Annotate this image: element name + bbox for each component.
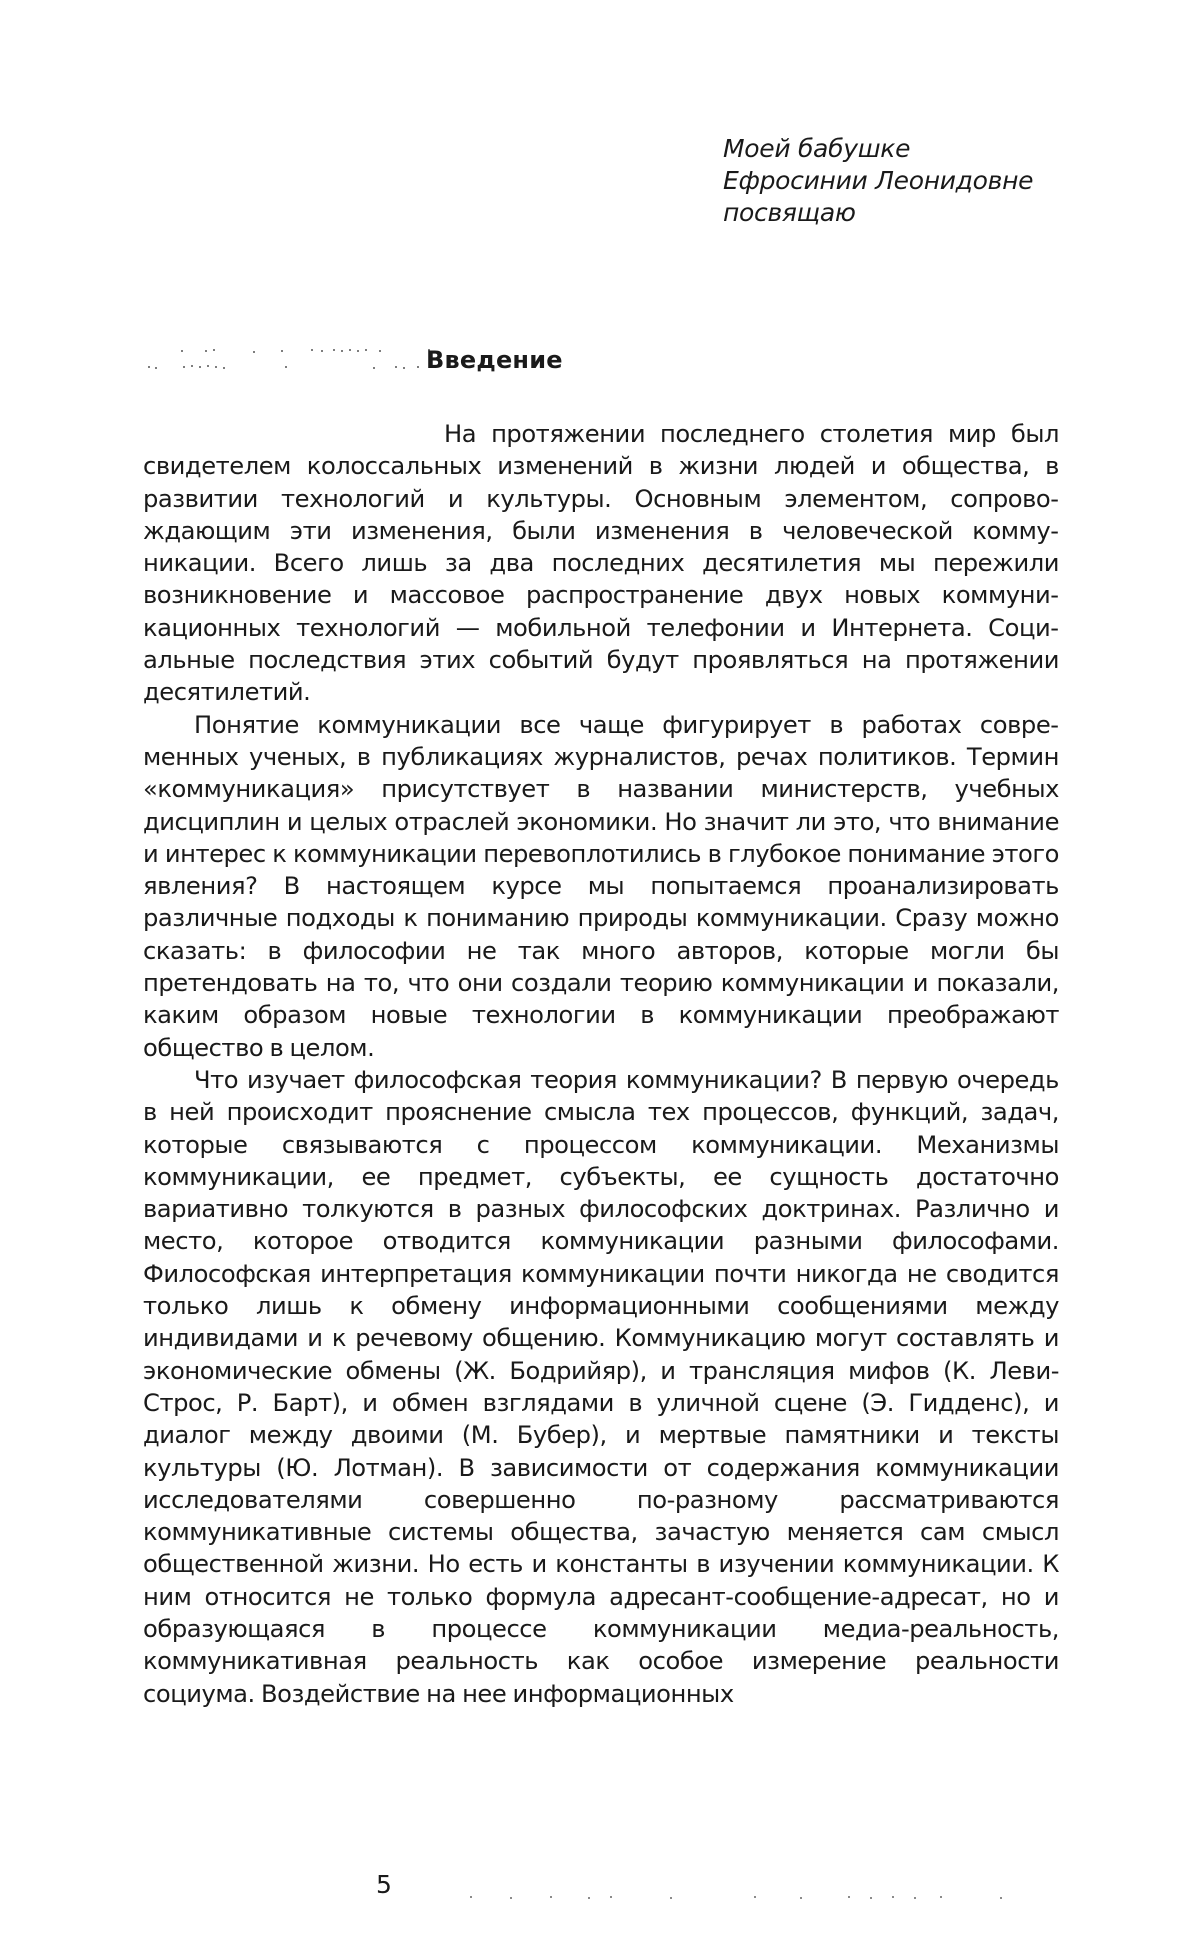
dedication-line: Моей бабушке xyxy=(723,134,911,163)
section-heading-row xyxy=(143,344,663,384)
page-footer xyxy=(370,1870,1070,1910)
page-number: 5 xyxy=(376,1870,392,1899)
body-text xyxy=(143,418,1059,1710)
paragraph: Понятие коммуникации все чаще фигурирует в работах современных ученых, в публикациях журналистов, речах политиков. Термин «коммуникация» присутствует в названии министерств, учебных дисциплин и целых отраслей экономики. Но значит ли это, что внимание и интерес к коммуникации перевоплотились в глубокое понимание этого явления? В настоящем курсе мы попытаемся проанализировать различные подходы к пониманию природы коммуникации. Сразу можно сказать: в философии не так много авторов, которые могли бы претендовать на то, что они создали теорию коммуникации и показали, каким образом новые технологии в коммуникации преображают общество в целом. xyxy=(143,710,1059,1062)
dedication xyxy=(723,133,1033,229)
dedication-line: посвящаю xyxy=(723,198,856,227)
paragraph: Что изучает философская теория коммуникации? В первую очередь в ней происходит прояснение смысла тех процессов, функций, задач, которые связываются с процессом коммуникации. Механизмы коммуникации, ее предмет, субъекты, ее сущность достаточно вариативно толкуются в разных философских доктринах. Различно и место, которое отводится коммуникации разными философами. Философская интерпретация коммуникации почти никогда не сводится только лишь к обмену информационными сообщениями между индивидами и к речевому общению. Коммуникацию могут составлять и экономические обмены (Ж. Бодрийяр), и трансляция мифов (К. Леви-Строс, Р. Барт), и обмен взглядами в уличной сцене (Э. Гидденс), и диалог между двоими (М. Бубер), и мертвые памятники и тексты культуры (Ю. Лотман). В зависимости от содержания коммуникации исследователями совершенно по-разному рассматриваются коммуникативные системы общества, зачастую меняется сам смысл общественной жизни. Но есть и константы в изучении коммуникации. К ним относится не только формула адресант-сообщение-адресат, но и образующаяся в процессе коммуникации медиа-реальность, коммуникативная реальность как особое измерение реальности социума. Воздействие на нее информационных xyxy=(143,1065,1059,1708)
dedication-line: Ефросинии Леонидовне xyxy=(723,166,1034,195)
scan-speckles xyxy=(143,344,443,384)
paragraph: На протяжении последнего столетия мир был свидетелем колоссальных изменений в жизни людей и общества, в развитии технологий и культуры. Основным элементом, сопровождающим эти изменения, были изменения в человеческой коммуникации. Всего лишь за два последних десятилетия мы пережили возникновение и массовое распространение двух новых коммуникационных технологий — мобильной телефонии и Интернета. Социальные последствия этих событий будут проявляться на протяжении десятилетий. xyxy=(143,420,1059,707)
scan-speckles xyxy=(470,1896,1070,1902)
section-heading: Введение xyxy=(426,346,563,374)
